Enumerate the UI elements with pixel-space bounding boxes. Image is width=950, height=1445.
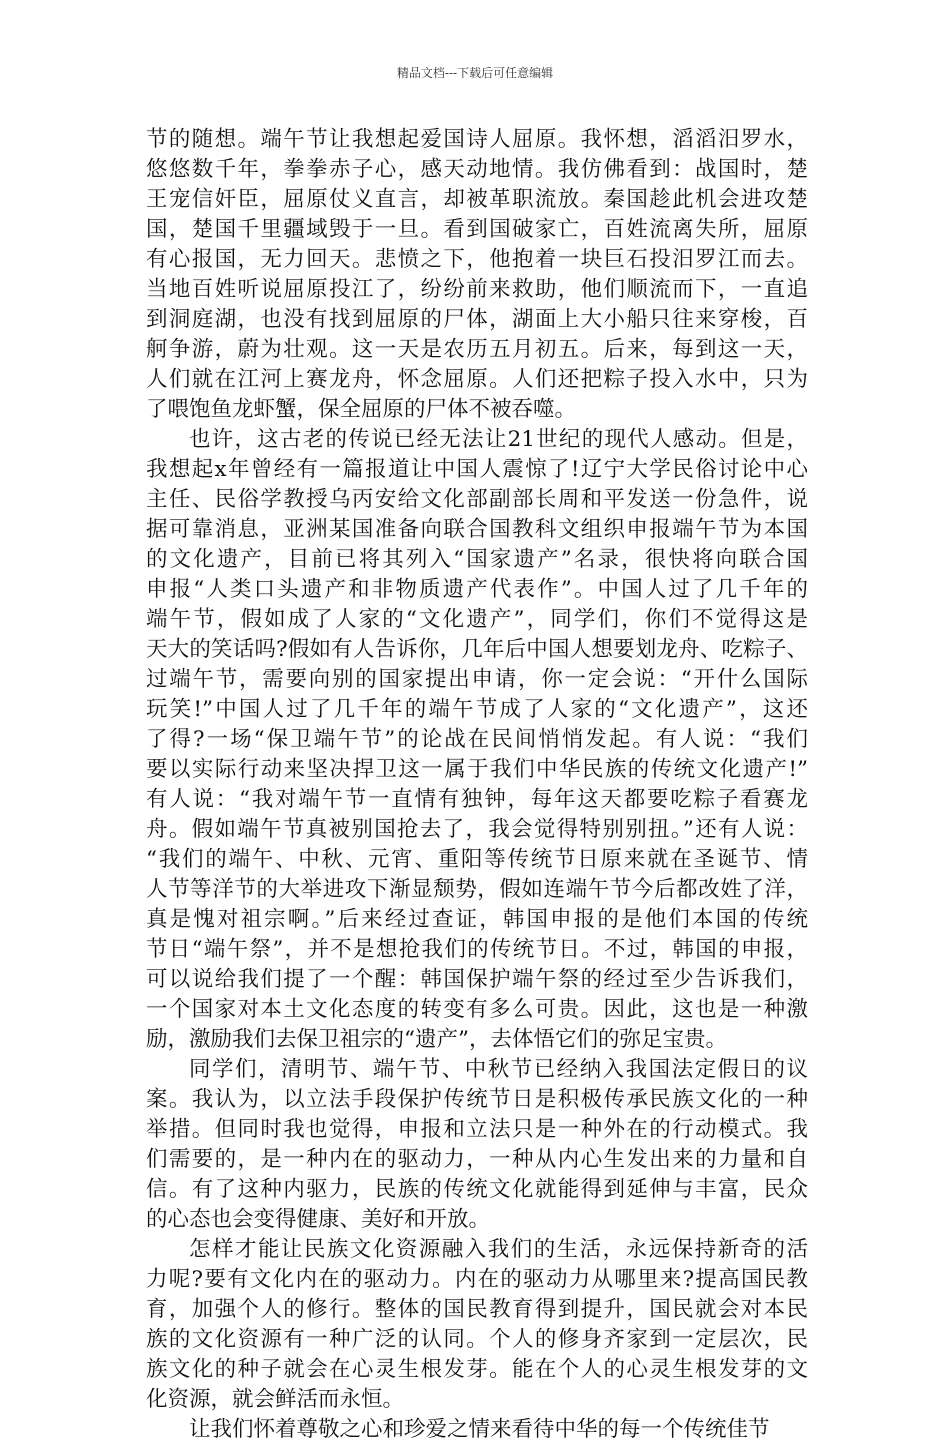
text-line: 怎样才能让民族文化资源融入我们的生活，永远保持新奇的活	[189, 1237, 808, 1262]
text-line: 当地百姓听说屈原投江了，纷纷前来救助，他们顺流而下，一直追	[146, 277, 808, 302]
text-line: 我想起x年曾经有一篇报道让中国人震惊了!辽宁大学民俗讨论中心	[146, 457, 808, 482]
text-line: 到洞庭湖，也没有找到屈原的尸体，湖面上大小船只往来穿梭，百	[146, 307, 808, 332]
text-line: 族文化的种子就会在心灵生根发芽。能在个人的心灵生根发芽的文	[146, 1357, 808, 1382]
text-line: 国，楚国千里疆域毁于一旦。看到国破家亡，百姓流离失所，屈原	[146, 217, 808, 242]
text-line: 的心态也会变得健康、美好和开放。	[146, 1207, 491, 1232]
text-line: 族的文化资源有一种广泛的认同。个人的修身齐家到一定层次，民	[146, 1327, 808, 1352]
paragraph	[146, 125, 808, 425]
text-line: 真是愧对祖宗啊。”后来经过查证，韩国申报的是他们本国的传统	[146, 907, 808, 932]
page-header: 精品文档---下载后可任意编辑	[396, 66, 554, 80]
text-line: 信。有了这种内驱力，民族的传统文化就能得到延伸与丰富，民众	[146, 1177, 808, 1202]
text-line: 王宠信奸臣，屈原仗义直言，却被革职流放。秦国趁此机会进攻楚	[146, 187, 808, 212]
text-line: 主任、民俗学教授乌丙安给文化部副部长周和平发送一份急件，说	[146, 487, 808, 512]
text-line: 节的随想。端午节让我想起爱国诗人屈原。我怀想，滔滔汨罗水，	[146, 127, 808, 152]
text-line: 端午节，假如成了人家的“文化遗产”，同学们，你们不觉得这是	[146, 607, 808, 632]
text-line: 舸争游，蔚为壮观。这一天是农历五月初五。后来，每到这一天，	[146, 337, 808, 362]
text-line: 案。我认为，以立法手段保护传统节日是积极传承民族文化的一种	[146, 1087, 808, 1112]
text-line: “我们的端午、中秋、元宵、重阳等传统节日原来就在圣诞节、情	[146, 847, 808, 872]
text-line: 化资源，就会鲜活而永恒。	[146, 1387, 405, 1412]
text-line: 同学们，清明节、端午节、中秋节已经纳入我国法定假日的议	[189, 1057, 808, 1082]
text-line: 育，加强个人的修行。整体的国民教育得到提升，国民就会对本民	[146, 1297, 808, 1322]
text-line: 一个国家对本土文化态度的转变有多么可贵。因此，这也是一种激	[146, 997, 808, 1022]
text-line: 天大的笑话吗?假如有人告诉你，几年后中国人想要划龙舟、吃粽子、	[146, 637, 808, 662]
text-line: 玩笑!”中国人过了几千年的端午节成了人家的“文化遗产”，这还	[146, 697, 808, 722]
document-body	[146, 125, 808, 1445]
paragraph	[146, 1055, 808, 1235]
text-line: 要以实际行动来坚决捍卫这一属于我们中华民族的传统文化遗产!”	[146, 757, 808, 782]
paragraph	[146, 425, 808, 1055]
text-line: 们需要的，是一种内在的驱动力，一种从内心生发出来的力量和自	[146, 1147, 808, 1172]
text-line: 申报“人类口头遗产和非物质遗产代表作”。中国人过了几千年的	[146, 577, 808, 602]
paragraph	[146, 1235, 808, 1415]
text-line: 了喂饱鱼龙虾蟹，保全屈原的尸体不被吞噬。	[146, 397, 577, 422]
text-line: 了得?一场“保卫端午节”的论战在民间悄悄发起。有人说：“我们	[146, 727, 808, 752]
text-line: 悠悠数千年，拳拳赤子心，感天动地情。我仿佛看到：战国时，楚	[146, 157, 808, 182]
text-line: 据可靠消息，亚洲某国准备向联合国教科文组织申报端午节为本国	[146, 517, 808, 542]
text-line: 人们就在江河上赛龙舟，怀念屈原。人们还把粽子投入水中，只为	[146, 367, 808, 392]
paragraph	[146, 1415, 808, 1445]
text-line: 节日“端午祭”，并不是想抢我们的传统节日。不过，韩国的申报，	[146, 937, 808, 962]
text-line: 有人说：“我对端午节一直情有独钟，每年这天都要吃粽子看赛龙	[146, 787, 808, 812]
text-line: 让我们怀着尊敬之心和珍爱之情来看待中华的每一个传统佳节	[189, 1417, 770, 1442]
text-line: 人节等洋节的大举进攻下渐显颓势，假如连端午节今后都改姓了洋，	[146, 877, 808, 902]
text-line: 舟。假如端午节真被别国抢去了，我会觉得特别别扭。”还有人说：	[146, 817, 808, 842]
text-line: 可以说给我们提了一个醒：韩国保护端午祭的经过至少告诉我们，	[146, 967, 808, 992]
text-line: 举措。但同时我也觉得，申报和立法只是一种外在的行动模式。我	[146, 1117, 808, 1142]
text-line: 力呢?要有文化内在的驱动力。内在的驱动力从哪里来?提高国民教	[146, 1267, 808, 1292]
text-line: 的文化遗产，目前已将其列入“国家遗产”名录，很快将向联合国	[146, 547, 808, 572]
text-line: 也许，这古老的传说已经无法让21世纪的现代人感动。但是，	[189, 427, 808, 452]
text-line: 励，激励我们去保卫祖宗的“遗产”，去体悟它们的弥足宝贵。	[146, 1027, 727, 1052]
text-line: 过端午节，需要向别的国家提出申请，你一定会说：“开什么国际	[146, 667, 808, 692]
text-line: 有心报国，无力回天。悲愤之下，他抱着一块巨石投汨罗江而去。	[146, 247, 808, 272]
